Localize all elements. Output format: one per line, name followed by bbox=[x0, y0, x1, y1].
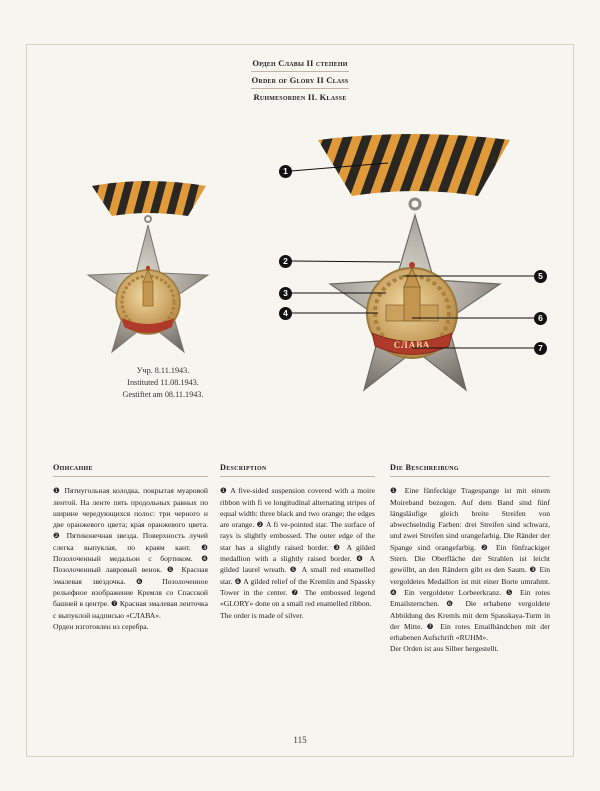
medal-legend-text: СЛАВА bbox=[393, 340, 431, 350]
small-medal-ribbon bbox=[92, 181, 206, 216]
callout-marker-3: 3 bbox=[279, 287, 292, 300]
large-medal-red-star bbox=[409, 262, 415, 268]
page-number: 115 bbox=[293, 735, 307, 745]
callout-marker-4: 4 bbox=[279, 307, 292, 320]
title-german: Ruhmesorden II. Klasse bbox=[253, 92, 347, 102]
small-medal-tower bbox=[143, 282, 153, 306]
callout-marker-5: 5 bbox=[534, 270, 547, 283]
title-russian: Орден Славы II степени bbox=[252, 58, 348, 68]
large-medal-ribbon bbox=[318, 134, 510, 196]
column-english bbox=[220, 462, 375, 621]
small-medal-red-star bbox=[146, 266, 150, 270]
column-text: ❶ Eine fünfeckige Tragespange ist mit einem Moireband bezogen. Auf dem Band sind fünf längsläufige gleich breite Streifen von abwechselndig Farben: drei Streifen sind schwarz, und zwei Streifen sind orangefarbig. Die Ränder der Spange sind orangefarbig. ❷ Ein fünfzackiger Stern. Die Oberfläche der Strahlen ist leicht gewölbt, an den Rändern gibt es den Saum. ❸ Ein vergoldetes Medaillon ist mit einer Borte umrahmt. ❹ Ein vergoldeter Lorbeerkranz. ❺ Ein rotes Emailsternchen. ❻ Die erhabene vergoldete Abbildung des Kremls mit dem Spasskaya-Turm in der Mitte. ❼ Ein rotes Emailbändchen mit der erhabenen Aufschrift «RUHM». bbox=[390, 486, 550, 643]
column-note: Der Orden ist aus Silber hergestellt. bbox=[390, 644, 499, 654]
callout-marker-2: 2 bbox=[279, 255, 292, 268]
large-medal-tower bbox=[404, 287, 420, 321]
caption-instituted-ru: Учр. 8.11.1943. bbox=[136, 366, 190, 375]
callout-marker-6: 6 bbox=[534, 312, 547, 325]
small-medal bbox=[88, 181, 208, 352]
large-medal-ring bbox=[410, 199, 420, 209]
column-german bbox=[390, 462, 550, 655]
column-text: ❶ A five-sided suspension covered with a moire ribbon with fi ve longitudinal alternating stripes of equal width: three black and two orange; the edges are orange. ❷ A fi ve-pointed star. The surface of rays is slightly embossed. The outer edge of the star has a slightly raised border. ❸ A gilded medallion with a slightly raised border. ❹ A gilded laurel wreath. ❺ A small red enamelled star. ❻ A gilded relief of the Kremlin and Spassky Tower in the center. ❼ The embossed legend «GLORY» done on a small red enamelled ribbon. bbox=[220, 486, 375, 609]
column-title: Description bbox=[220, 462, 375, 477]
column-note: The order is made of silver. bbox=[220, 610, 304, 620]
caption-instituted-de: Gestiftet am 08.11.1943. bbox=[122, 390, 204, 399]
small-medal-ring bbox=[145, 216, 151, 222]
callout-marker-7: 7 bbox=[534, 342, 547, 355]
caption-instituted-en: Instituted 11.08.1943. bbox=[127, 378, 199, 387]
column-russian bbox=[53, 462, 208, 632]
callout-marker-1: 1 bbox=[279, 165, 292, 178]
column-note: Орден изготовлен из серебра. bbox=[53, 621, 149, 631]
column-title: Описание bbox=[53, 462, 208, 477]
column-text: ❶ Пятиугольная колодка, покрытая муаровой лентой. На ленте пять продольных равных по ширине чередующихся полос: три черного и две оранжевого цвета; края оранжевого цвета. ❷ Пятиконечная звезда. Поверхность лучей слегка выпуклая, по краям кант. ❸ Позолоченный медальон с бортиком. ❹ Позолоченный лавровый венок. ❺ Красная эмалевая звездочка. ❻ Позолоченное рельефное изображение Кремля со Спасской башней в центре. ❼ Красная эмалевая ленточка с выпуклой надписью «СЛАВА». bbox=[53, 486, 208, 620]
title-english: Order of Glory II Class bbox=[251, 75, 349, 85]
large-medal-kremlin-wall bbox=[386, 305, 404, 321]
column-title: Die Beschreibung bbox=[390, 462, 550, 477]
